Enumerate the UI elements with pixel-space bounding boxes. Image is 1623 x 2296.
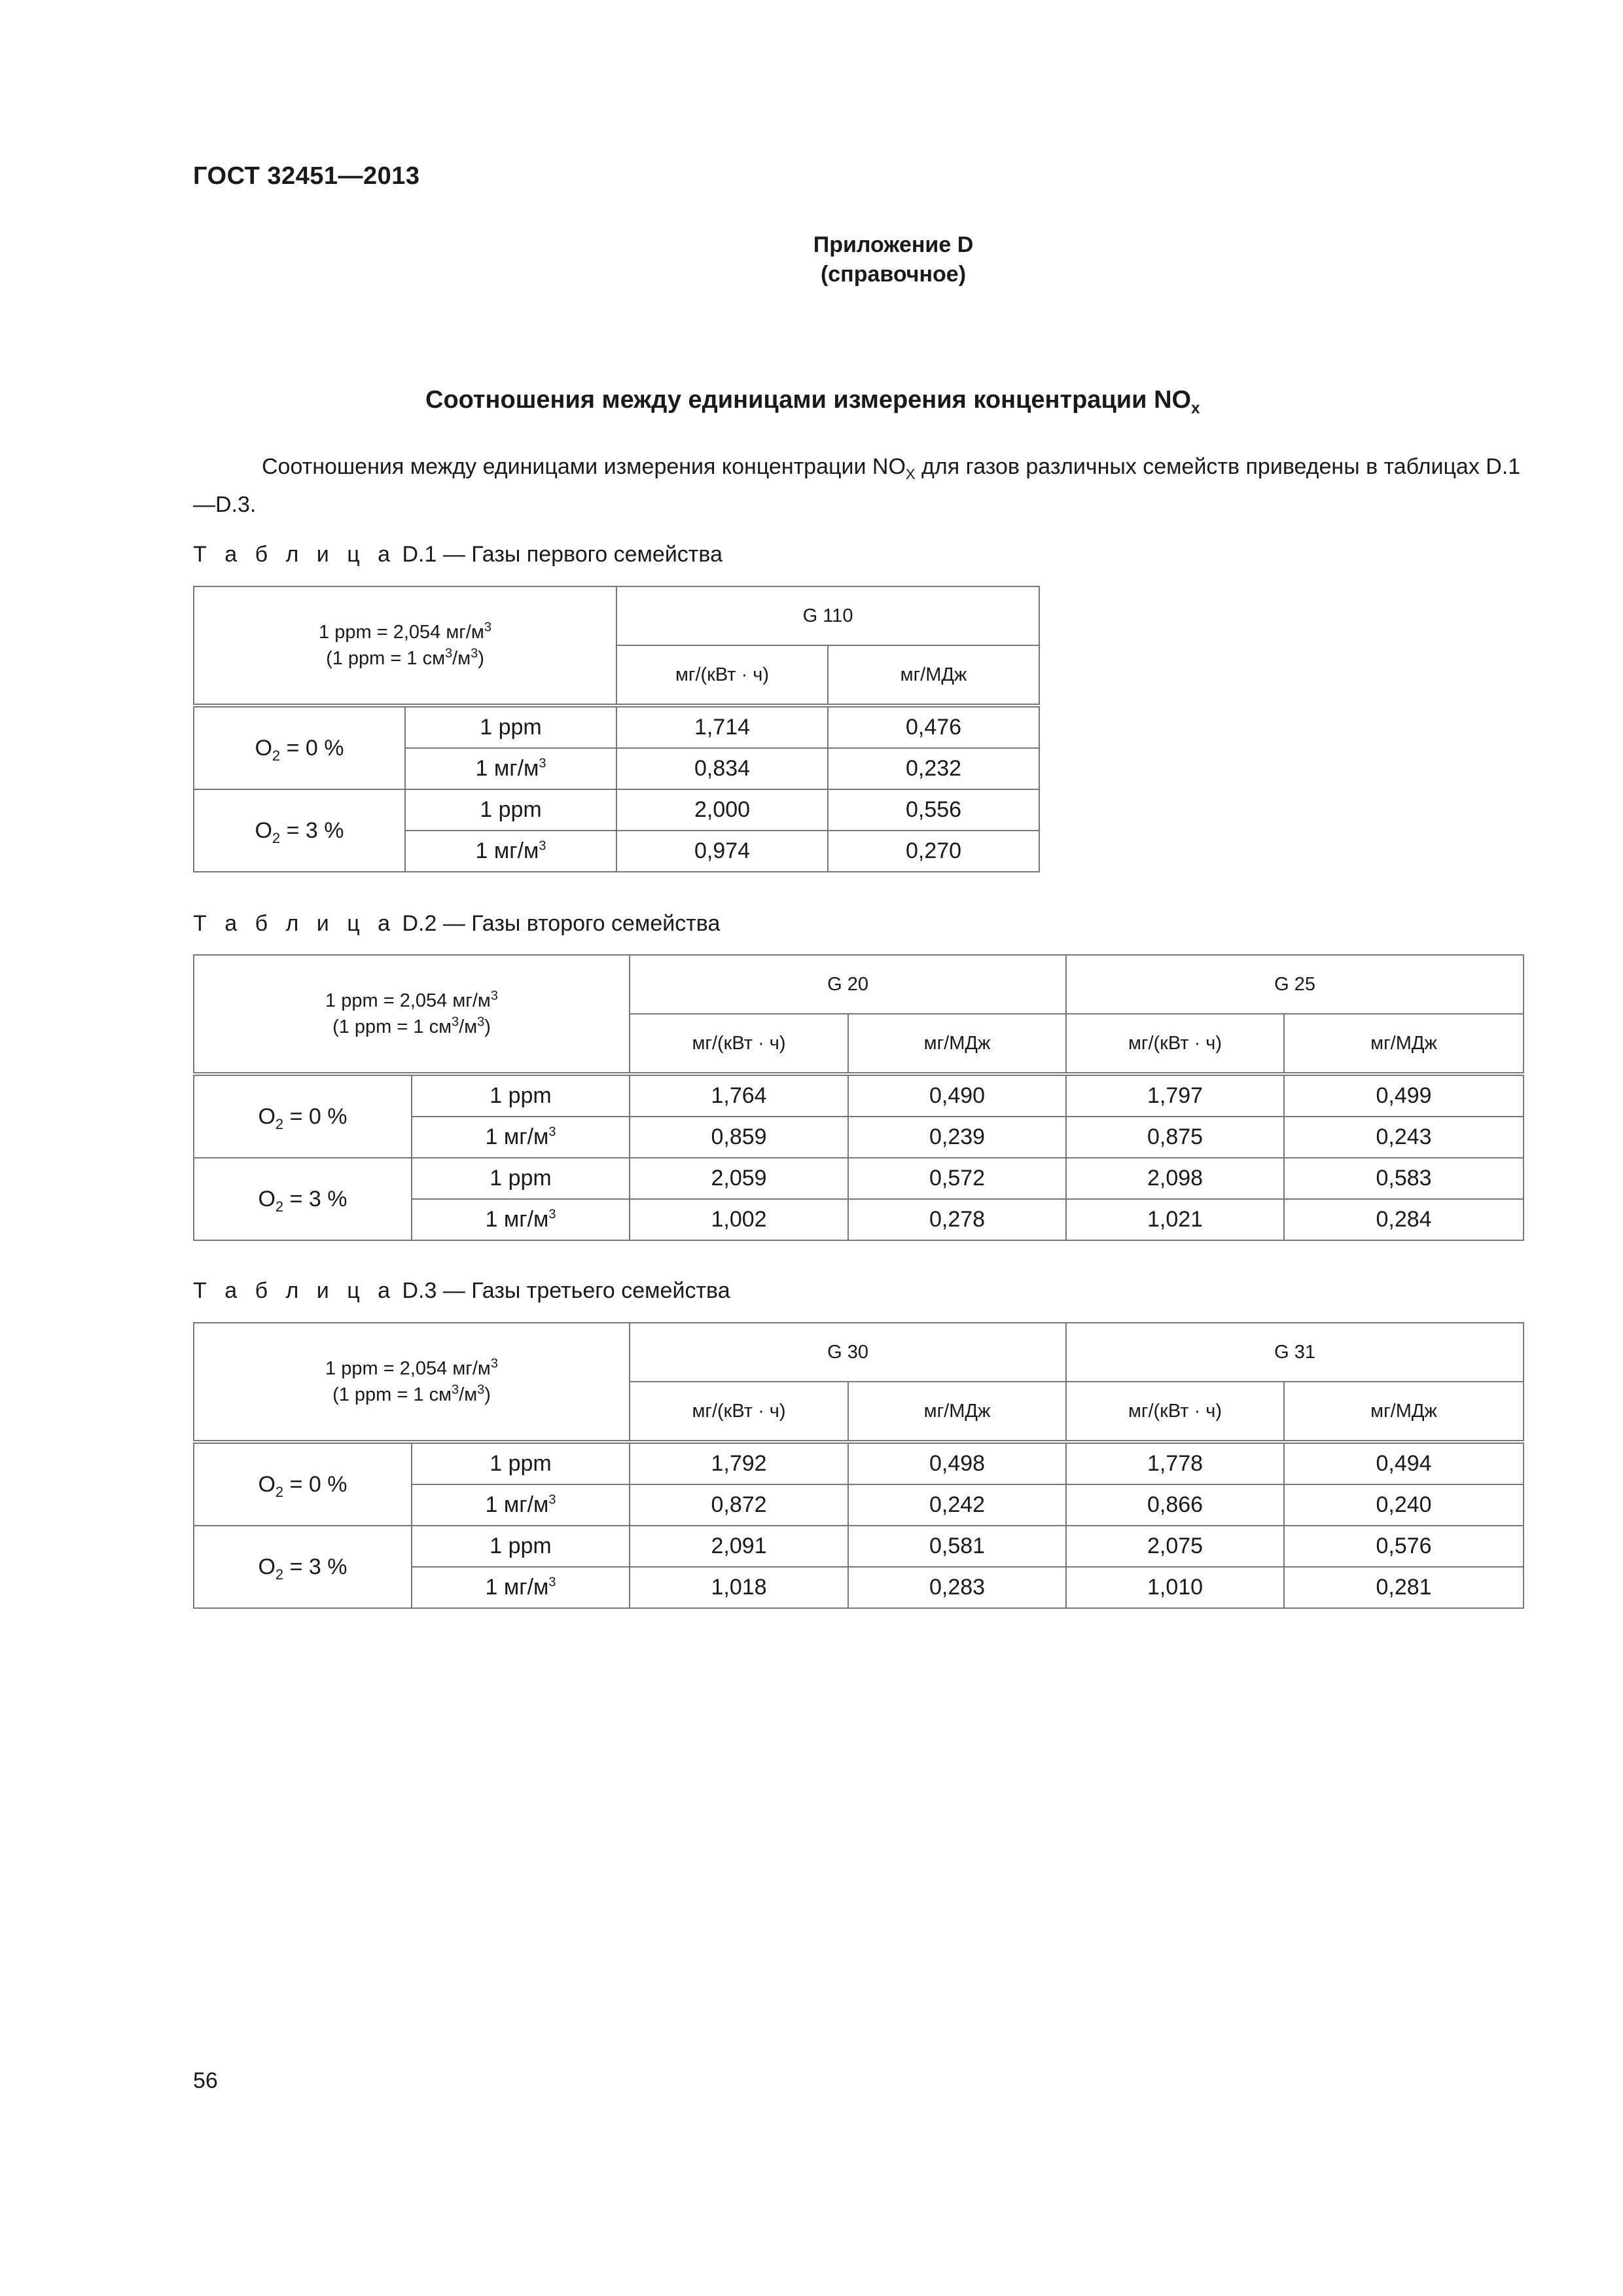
unit-label: 1 $мг/м^3$ — [412, 1567, 630, 1608]
annex-title: Приложение D — [813, 232, 974, 257]
unit-header: мг/МДж — [1284, 1382, 1524, 1442]
o2-label: $O_2 = 3$ % — [194, 1526, 412, 1608]
intro-text-1: Соотношения между единицами измерения концентрации NO — [262, 454, 906, 479]
table-caption-label: Т а б л и ц а — [193, 911, 397, 936]
table-cell: 0,283 — [848, 1567, 1066, 1608]
table-cell: 0,872 — [630, 1484, 848, 1526]
intro-paragraph — [193, 452, 1522, 520]
table-cell: 0,583 — [1284, 1158, 1524, 1199]
unit-label: 1 ppm — [412, 1526, 630, 1567]
table-cell: 0,239 — [848, 1117, 1066, 1158]
table-cell: 1,778 — [1066, 1442, 1284, 1484]
table-row — [194, 1158, 1524, 1199]
table-cell: 0,576 — [1284, 1526, 1524, 1567]
table-cell: 1,792 — [630, 1442, 848, 1484]
unit-header: мг/МДж — [828, 645, 1039, 706]
conversion-header — [194, 1323, 630, 1442]
conversion-line-2: (1 ppm = 1 $см^3/м^3$) — [332, 1382, 491, 1405]
table-row — [194, 1442, 1524, 1484]
unit-header: мг/МДж — [848, 1014, 1066, 1074]
conversion-line-1: 1 ppm = 2,054 $мг/м^3$ — [325, 1356, 498, 1379]
table-caption-text: D.2 — Газы второго семейства — [396, 911, 721, 936]
table-row — [194, 706, 1039, 748]
table-cell: 0,476 — [828, 706, 1039, 748]
table-cell: 2,098 — [1066, 1158, 1284, 1199]
o2-label: $O_2 = 0$ % — [194, 706, 405, 789]
intro-sub: X — [905, 465, 916, 482]
unit-label: 1 $мг/м^3$ — [412, 1117, 630, 1158]
annex-type: (справочное) — [820, 262, 967, 287]
table-row — [194, 1074, 1524, 1117]
table-cell: 0,243 — [1284, 1117, 1524, 1158]
unit-label: 1 $мг/м^3$ — [405, 831, 616, 872]
table-cell: 0,232 — [828, 748, 1039, 789]
table-caption-label: Т а б л и ц а — [193, 542, 397, 567]
conversion-header — [194, 586, 616, 706]
standard-designation: ГОСТ 32451—2013 — [193, 162, 420, 190]
o2-label: $O_2 = 3$ % — [194, 1158, 412, 1240]
o2-label: $O_2 = 3$ % — [194, 789, 405, 872]
o2-label: $O_2 = 0$ % — [194, 1074, 412, 1158]
table-cell: 0,242 — [848, 1484, 1066, 1526]
table-d2-caption — [193, 911, 720, 937]
unit-label: 1 ppm — [412, 1158, 630, 1199]
unit-label: 1 $мг/м^3$ — [412, 1484, 630, 1526]
unit-header: мг/МДж — [1284, 1014, 1524, 1074]
table-cell: 0,834 — [616, 748, 828, 789]
table-cell: 0,859 — [630, 1117, 848, 1158]
conversion-line-1: 1 ppm = 2,054 $мг/м^3$ — [319, 620, 491, 643]
section-title-text: Соотношения между единицами измерения концентрации NO — [425, 386, 1192, 414]
table-cell: 2,000 — [616, 789, 828, 831]
table-cell: 0,572 — [848, 1158, 1066, 1199]
table-cell: 0,499 — [1284, 1074, 1524, 1117]
table-cell: 0,490 — [848, 1074, 1066, 1117]
table-cell: 0,875 — [1066, 1117, 1284, 1158]
table-cell: 1,010 — [1066, 1567, 1284, 1608]
unit-header: мг/МДж — [848, 1382, 1066, 1442]
table-cell: 2,075 — [1066, 1526, 1284, 1567]
table-row — [194, 1526, 1524, 1567]
table-cell: 0,278 — [848, 1199, 1066, 1240]
table-cell: 1,002 — [630, 1199, 848, 1240]
conversion-line-2: (1 ppm = 1 $см^3/м^3$) — [326, 646, 484, 669]
table-d3-caption — [193, 1278, 730, 1304]
table-cell: 1,797 — [1066, 1074, 1284, 1117]
unit-label: 1 ppm — [405, 789, 616, 831]
table-row — [194, 789, 1039, 831]
table-cell: 2,091 — [630, 1526, 848, 1567]
conversion-header — [194, 955, 630, 1074]
table-cell: 1,018 — [630, 1567, 848, 1608]
table-cell: 2,059 — [630, 1158, 848, 1199]
table-cell: 0,281 — [1284, 1567, 1524, 1608]
table-caption-text: D.3 — Газы третьего семейства — [396, 1278, 730, 1303]
intro-text-2: для газов различных семейств приведены в таблицах D.1—D.3. — [193, 454, 1521, 517]
o2-label: $O_2 = 0$ % — [194, 1442, 412, 1526]
table-cell: 0,284 — [1284, 1199, 1524, 1240]
table-d2 — [193, 954, 1524, 1241]
table-cell: 1,021 — [1066, 1199, 1284, 1240]
table-cell: 1,764 — [630, 1074, 848, 1117]
unit-label: 1 ppm — [412, 1074, 630, 1117]
gas-header: G 25 — [1066, 955, 1524, 1014]
unit-header: мг/(кВт · ч) — [616, 645, 828, 706]
table-cell: 1,714 — [616, 706, 828, 748]
table-cell: 0,556 — [828, 789, 1039, 831]
unit-header: мг/(кВт · ч) — [630, 1014, 848, 1074]
unit-label: 1 $мг/м^3$ — [412, 1199, 630, 1240]
table-d1-caption — [193, 542, 722, 567]
gas-header: G 31 — [1066, 1323, 1524, 1382]
unit-label: 1 $мг/м^3$ — [405, 748, 616, 789]
table-caption-text: D.1 — Газы первого семейства — [396, 542, 722, 567]
table-cell: 0,494 — [1284, 1442, 1524, 1484]
section-title — [425, 386, 1200, 418]
table-cell: 0,974 — [616, 831, 828, 872]
unit-label: 1 ppm — [405, 706, 616, 748]
table-cell: 0,240 — [1284, 1484, 1524, 1526]
conversion-line-1: 1 ppm = 2,054 $мг/м^3$ — [325, 988, 498, 1011]
table-caption-label: Т а б л и ц а — [193, 1278, 397, 1303]
table-cell: 0,270 — [828, 831, 1039, 872]
gas-header: G 110 — [616, 586, 1039, 645]
table-d3 — [193, 1322, 1524, 1609]
conversion-line-2: (1 ppm = 1 $см^3/м^3$) — [332, 1014, 491, 1037]
table-cell: 0,866 — [1066, 1484, 1284, 1526]
table-cell: 0,581 — [848, 1526, 1066, 1567]
unit-header: мг/(кВт · ч) — [1066, 1014, 1284, 1074]
table-d1 — [193, 586, 1040, 872]
gas-header: G 30 — [630, 1323, 1066, 1382]
page-number: 56 — [193, 2068, 218, 2093]
unit-header: мг/(кВт · ч) — [630, 1382, 848, 1442]
table-cell: 0,498 — [848, 1442, 1066, 1484]
unit-header: мг/(кВт · ч) — [1066, 1382, 1284, 1442]
section-title-sub: x — [1191, 399, 1200, 418]
gas-header: G 20 — [630, 955, 1066, 1014]
unit-label: 1 ppm — [412, 1442, 630, 1484]
